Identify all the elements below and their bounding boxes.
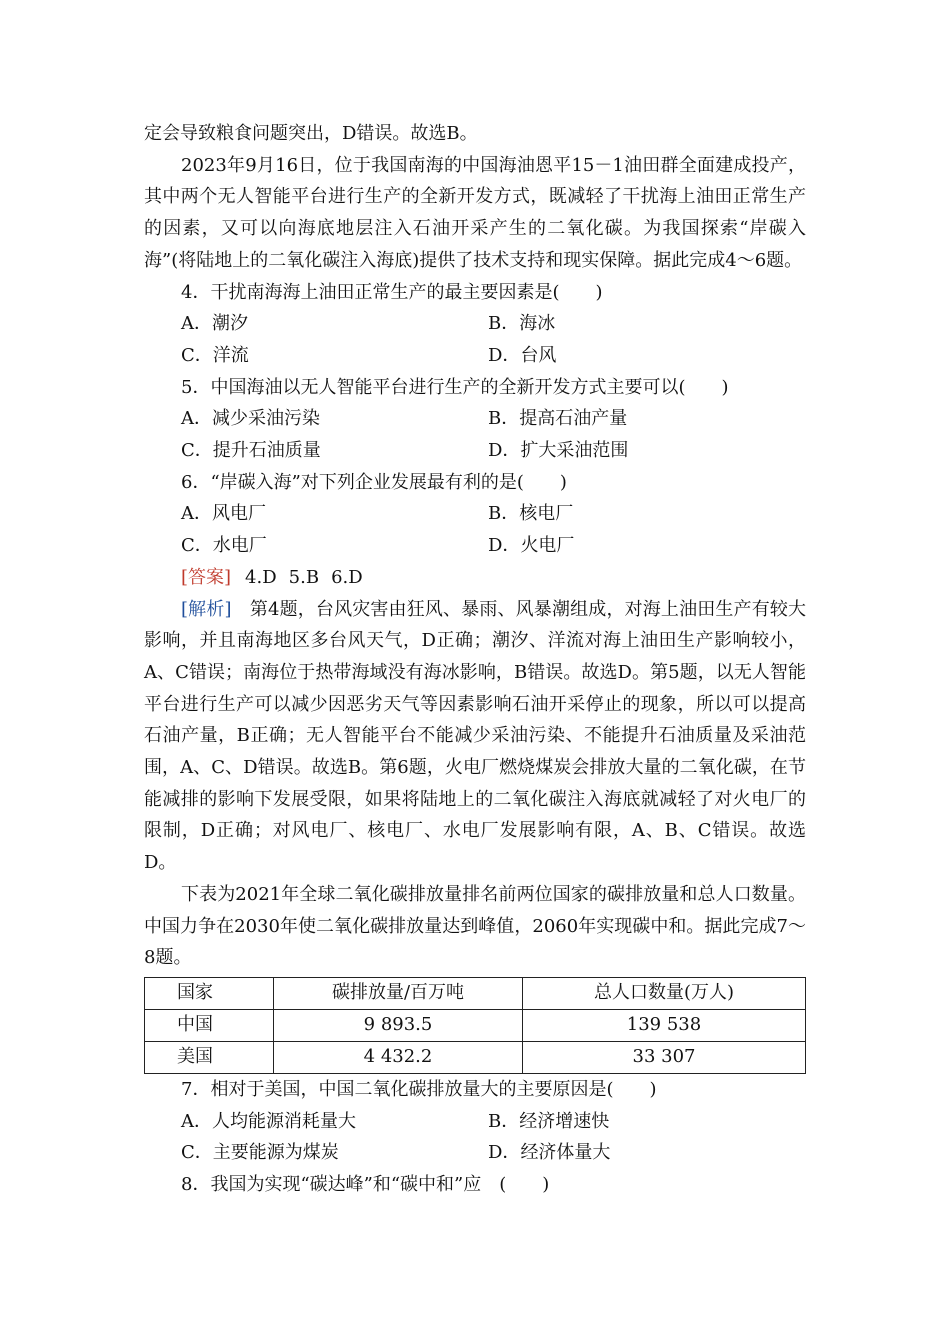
option-text: 减少采油污染: [212, 408, 320, 430]
paragraph-continuation: 定会导致粮食问题突出，D错误。故选B。: [144, 123, 478, 144]
option-text: 海冰: [519, 313, 556, 335]
question-7-options-row-1: [144, 1106, 806, 1138]
question-6-option-c[interactable]: [181, 530, 488, 562]
question-7-option-a[interactable]: [181, 1106, 488, 1138]
option-letter: A．: [181, 408, 212, 430]
table-cell: 9 893.5: [274, 1009, 523, 1041]
question-4-option-a[interactable]: [181, 308, 488, 340]
analysis-tag: [解析]: [181, 598, 232, 620]
option-letter: B．: [488, 313, 520, 335]
option-letter: C．: [181, 1142, 213, 1164]
option-letter: D．: [488, 535, 521, 557]
table-header-cell: 国家: [145, 977, 274, 1009]
question-7-option-b[interactable]: [488, 1106, 795, 1138]
question-8-stem: 8．我国为实现“碳达峰”和“碳中和”应 ( ): [181, 1174, 550, 1196]
question-5-option-d[interactable]: [488, 435, 795, 467]
answer-tag: [答案]: [181, 566, 232, 588]
question-6-options-row-2: [144, 530, 806, 562]
question-6-options-row-1: [144, 498, 806, 530]
option-letter: D．: [488, 344, 521, 366]
question-5-options-row-2: [144, 435, 806, 467]
passage-intro-oilfield: 2023年9月16日，位于我国南海的中国海油恩平15－1油田群全面建成投产，其中两个无人智能平台进行生产的全新开发方式，既减轻了干扰海上油田正常生产的因素，又可以向海底地层注入石油开采产生的二氧化碳。为我国探索“岸碳入海”(将陆地上的二氧化碳注入海底)提供了技术支持和现实保障。据此完成4～6题。: [144, 154, 806, 271]
option-text: 经济增速快: [519, 1110, 610, 1132]
option-text: 火电厂: [520, 535, 575, 557]
question-4-option-b[interactable]: [488, 308, 795, 340]
answer-value: 4.D: [245, 566, 277, 588]
question-4-option-d[interactable]: [488, 340, 795, 372]
table-cell: 中国: [145, 1009, 274, 1041]
option-letter: D．: [488, 440, 521, 462]
analysis-text: 第4题，台风灾害由狂风、暴雨、风暴潮组成，对海上油田生产有较大影响，并且南海地区多台风天气，D正确；潮汐、洋流对海上油田生产影响较小，A、C错误；南海位于热带海域没有海冰影响，B错误。故选D。第5题，以无人智能平台进行生产可以减少因恶劣天气等因素影响石油开采停止的现象，所以可以提高石油产量，B正确；无人智能平台不能减少采油污染、不能提升石油质量及采油范围，A、C、D错误。故选B。第6题，火电厂燃烧煤炭会排放大量的二氧化碳，在节能减排的影响下发展受限，如果将陆地上的二氧化碳注入海底就减轻了对火电厂的限制，D正确；对风电厂、核电厂、水电厂发展影响有限，A、B、C错误。故选D。: [144, 598, 807, 874]
analysis-paragraph: [144, 594, 806, 879]
carbon-emission-table: [144, 977, 806, 1074]
option-letter: B．: [488, 1110, 520, 1132]
option-text: 扩大采油范围: [520, 440, 629, 462]
table-header-cell: 碳排放量/百万吨: [274, 977, 523, 1009]
option-text: 水电厂: [212, 535, 267, 557]
question-7-options-row-2: [144, 1137, 806, 1169]
table-row: [145, 1041, 806, 1073]
question-4-stem: 4．干扰南海海上油田正常生产的最主要因素是( ): [181, 281, 603, 303]
option-letter: B．: [488, 408, 520, 430]
table-cell: 美国: [145, 1041, 274, 1073]
table-cell: 139 538: [523, 1009, 806, 1041]
option-text: 风电厂: [212, 503, 266, 525]
question-5-option-b[interactable]: [488, 403, 795, 435]
option-letter: C．: [181, 440, 213, 462]
table-cell: 4 432.2: [274, 1041, 523, 1073]
option-text: 台风: [520, 344, 557, 366]
option-letter: C．: [181, 344, 213, 366]
table-header-cell: 总人口数量(万人): [523, 977, 806, 1009]
question-6-option-b[interactable]: [488, 498, 795, 530]
option-text: 潮汐: [212, 313, 248, 335]
question-7-option-d[interactable]: [488, 1137, 795, 1169]
option-text: 人均能源消耗量大: [212, 1110, 356, 1132]
option-letter: A．: [181, 1110, 212, 1132]
question-5-stem: 5．中国海油以无人智能平台进行生产的全新开发方式主要可以( ): [181, 376, 729, 398]
option-text: 提高石油产量: [519, 408, 628, 430]
question-4-options-row-2: [144, 340, 806, 372]
answer-value: 5.B: [288, 566, 320, 588]
document-page: [144, 118, 806, 1201]
question-5-option-a[interactable]: [181, 403, 488, 435]
table-header-row: [145, 977, 806, 1009]
passage-intro-carbon: 下表为2021年全球二氧化碳排放量排名前两位国家的碳排放量和总人口数量。中国力争在2030年使二氧化碳排放量达到峰值，2060年实现碳中和。据此完成7～8题。: [144, 883, 806, 969]
question-4-option-c[interactable]: [181, 340, 488, 372]
question-6-stem: 6．“岸碳入海”对下列企业发展最有利的是( ): [181, 471, 567, 493]
option-text: 洋流: [212, 344, 249, 366]
question-7-stem: 7．相对于美国，中国二氧化碳排放量大的主要原因是( ): [181, 1078, 657, 1100]
option-letter: D．: [488, 1142, 521, 1164]
option-text: 提升石油质量: [212, 440, 321, 462]
option-letter: C．: [181, 535, 213, 557]
option-text: 核电厂: [519, 503, 574, 525]
question-7-option-c[interactable]: [181, 1137, 488, 1169]
table-cell: 33 307: [523, 1041, 806, 1073]
table-row: [145, 1009, 806, 1041]
question-5-option-c[interactable]: [181, 435, 488, 467]
option-letter: A．: [181, 313, 212, 335]
question-5-options-row-1: [144, 403, 806, 435]
option-letter: B．: [488, 503, 520, 525]
question-4-options-row-1: [144, 308, 806, 340]
option-text: 主要能源为煤炭: [212, 1142, 339, 1164]
question-6-option-d[interactable]: [488, 530, 795, 562]
answer-line: [144, 562, 806, 594]
option-text: 经济体量大: [520, 1142, 611, 1164]
question-6-option-a[interactable]: [181, 498, 488, 530]
option-letter: A．: [181, 503, 212, 525]
answer-value: 6.D: [331, 566, 363, 588]
